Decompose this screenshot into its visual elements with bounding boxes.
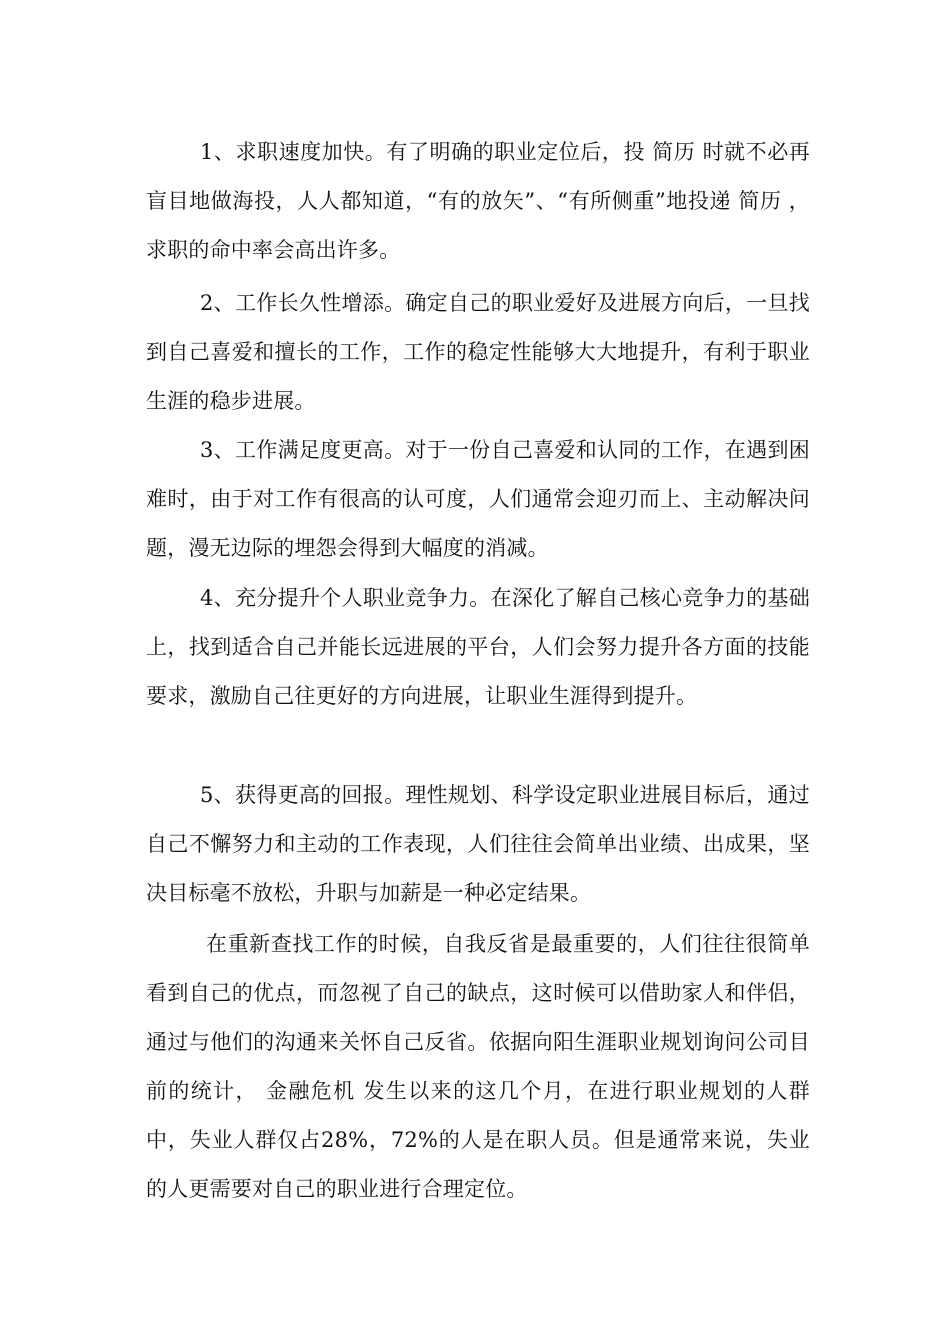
paragraph-4: 4、充分提升个人职业竞争力。在深化了解自己核心竞争力的基础上，找到适合自己并能长远进展的平台，人们会努力提升各方面的技能要求，激励自己往更好的方向进展，让职业生涯得到提升。	[146, 586, 810, 708]
paragraph-6: 在重新查找工作的时候，自我反省是最重要的，人们往往很简单看到自己的优点，而忽视了自己的缺点，这时候可以借助家人和伴侣，通过与他们的沟通来关怀自己反省。依据向阳生涯职业规划询问公司目前的统计， 金融危机 发生以来的这几个月，在进行职业规划的人群中，失业人群仅占28%，72%的人是在职人员。但是通常来说，失业的人更需要对自己的职业进行合理定位。	[146, 932, 810, 1201]
paragraph-2: 2、工作长久性增添。确定自己的职业爱好及进展方向后，一旦找到自己喜爱和擅长的工作，工作的稳定性能够大大地提升，有利于职业生涯的稳步进展。	[146, 291, 810, 413]
paragraph-3: 3、工作满足度更高。对于一份自己喜爱和认同的工作，在遇到困难时，由于对工作有很高的认可度，人们通常会迎刃而上、主动解决问题，漫无边际的埋怨会得到大幅度的消减。	[146, 438, 810, 560]
paragraph-1: 1、求职速度加快。有了明确的职业定位后，投 简历 时就不必再盲目地做海投，人人都知道，“有的放矢”、“有所侧重”地投递 简历 ，求职的命中率会高出许多。	[146, 140, 810, 262]
paragraph-5: 5、获得更高的回报。理性规划、科学设定职业进展目标后，通过自己不懈努力和主动的工作表现，人们往往会简单出业绩、出成果，坚决目标毫不放松，升职与加薪是一种必定结果。	[146, 783, 810, 905]
